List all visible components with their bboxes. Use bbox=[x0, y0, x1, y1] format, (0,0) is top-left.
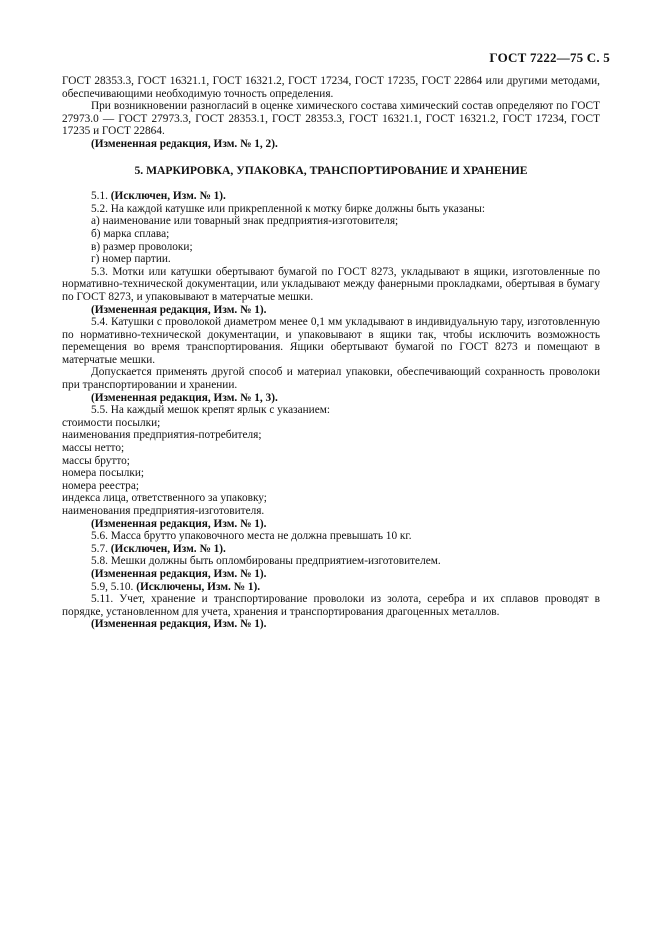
clause-text: номера посылки; bbox=[62, 467, 145, 480]
clause-text: номера реестра; bbox=[62, 479, 139, 492]
document-body bbox=[62, 75, 600, 631]
clause-text: 5.4. Катушки с проволокой диаметром менее 0,1 мм укладывают в индивидуальную тару, изготовленную по нормативно-технической документации, и упаковывают в ящики так, чтобы исключить возможность перемещения во время транспортирования. Ящики обертывают бумагой по ГОСТ 8273 и помещают в матерчатые мешки. bbox=[62, 316, 600, 366]
clause-text: г) номер партии. bbox=[91, 253, 171, 266]
list-item bbox=[62, 455, 600, 468]
clause-text: Допускается применять другой способ и материал упаковки, обеспечивающий сохранность проволоки при транспортировании и хранении. bbox=[62, 366, 600, 392]
clause-5-11 bbox=[62, 593, 600, 618]
clause-5-8 bbox=[62, 555, 600, 568]
amendment-note bbox=[62, 392, 600, 405]
list-item bbox=[62, 215, 600, 228]
clause-text: индекса лица, ответственного за упаковку; bbox=[62, 492, 267, 505]
clause-5-7 bbox=[62, 543, 600, 556]
clause-5-1 bbox=[62, 190, 600, 203]
section-5-block bbox=[62, 190, 600, 631]
clause-text: стоимости посылки; bbox=[62, 416, 161, 429]
bold-note: (Исключены, Изм. № 1). bbox=[136, 580, 261, 593]
p-arbitrage: При возникновении разногласий в оценке химического состава химический состав определяют по ГОСТ 27973.0 — ГОСТ 27973.3, ГОСТ 28353.1, ГОСТ 28353.3, ГОСТ 16321.1, ГОСТ 16321.2, ГОСТ 17234, ГОСТ 17235 и ГОСТ 22864. bbox=[62, 100, 600, 138]
amendment-note bbox=[62, 304, 600, 317]
clause-number: 5.1. bbox=[91, 190, 111, 203]
clause-text: а) наименование или товарный знак предприятия-изготовителя; bbox=[91, 215, 399, 228]
clause-text: б) марка сплава; bbox=[91, 227, 170, 240]
clause-text: 5.8. Мешки должны быть опломбированы предприятием-изготовителем. bbox=[91, 555, 441, 568]
clause-5-4-addendum bbox=[62, 366, 600, 391]
intro-block bbox=[62, 75, 600, 151]
clause-5-2 bbox=[62, 203, 600, 216]
list-item bbox=[62, 480, 600, 493]
list-item bbox=[62, 442, 600, 455]
bold-note: (Исключен, Изм. № 1). bbox=[110, 190, 226, 203]
clause-5-6 bbox=[62, 530, 600, 543]
clause-text: в) размер проволоки; bbox=[91, 240, 193, 253]
clause-number: 5.7. bbox=[91, 542, 111, 555]
clause-number: 5.9, 5.10. bbox=[91, 580, 137, 593]
clause-text: 5.2. На каждой катушке или прикрепленной к мотку бирке должны быть указаны: bbox=[91, 202, 485, 215]
bold-note: (Измененная редакция, Изм. № 1). bbox=[91, 303, 267, 316]
clause-5-5 bbox=[62, 404, 600, 417]
amendment-note bbox=[62, 518, 600, 531]
clause-5-9-5-10 bbox=[62, 581, 600, 594]
amendment-note bbox=[62, 618, 600, 631]
amendment-note: (Измененная редакция, Изм. № 1, 2). bbox=[91, 137, 278, 150]
list-item bbox=[62, 241, 600, 254]
bold-note: (Измененная редакция, Изм. № 1, 3). bbox=[91, 391, 278, 404]
bold-note: (Исключен, Изм. № 1). bbox=[110, 542, 226, 555]
list-item bbox=[62, 505, 600, 518]
clause-text: наименования предприятия-потребителя; bbox=[62, 429, 262, 442]
bold-note: (Измененная редакция, Изм. № 1). bbox=[91, 618, 267, 631]
list-item bbox=[62, 253, 600, 266]
list-item bbox=[62, 492, 600, 505]
bold-note: (Измененная редакция, Изм. № 1). bbox=[91, 517, 267, 530]
amendment-note bbox=[62, 568, 600, 581]
list-item bbox=[62, 228, 600, 241]
list-item bbox=[62, 417, 600, 430]
page-header: ГОСТ 7222—75 С. 5 bbox=[489, 50, 610, 65]
clause-text: наименования предприятия-изготовителя. bbox=[62, 505, 265, 517]
clause-text: массы нетто; bbox=[62, 442, 125, 455]
clause-text: 5.5. На каждый мешок крепят ярлык с указанием: bbox=[91, 404, 331, 417]
clause-text: 5.11. Учет, хранение и транспортирование проволоки из золота, серебра и их сплавов проводят в порядке, установленном для учета, хранения и транспортирования драгоценных металлов. bbox=[62, 593, 600, 618]
list-item bbox=[62, 429, 600, 442]
clause-text: массы брутто; bbox=[62, 454, 130, 467]
clause-text: 5.3. Мотки или катушки обертывают бумагой по ГОСТ 8273, укладывают в ящики, изготовленные по нормативно-технической документации, или укладывают между фанерными прокладками, обертывая в бумагу по ГОСТ 8273, и упаковывают в матерчатые мешки. bbox=[62, 265, 600, 303]
bold-note: (Измененная редакция, Изм. № 1). bbox=[91, 567, 267, 580]
clause-5-4 bbox=[62, 316, 600, 366]
section-title: 5. МАРКИРОВКА, УПАКОВКА, ТРАНСПОРТИРОВАНИЕ И ХРАНЕНИЕ bbox=[134, 163, 528, 177]
p-methods-end: ГОСТ 28353.3, ГОСТ 16321.1, ГОСТ 16321.2, ГОСТ 17234, ГОСТ 17235, ГОСТ 22864 или другими методами, обеспечивающими необходимую точность определения. bbox=[62, 75, 600, 100]
list-item bbox=[62, 467, 600, 480]
clause-text: 5.6. Масса брутто упаковочного места не должна превышать 10 кг. bbox=[91, 530, 412, 543]
clause-5-3 bbox=[62, 266, 600, 304]
